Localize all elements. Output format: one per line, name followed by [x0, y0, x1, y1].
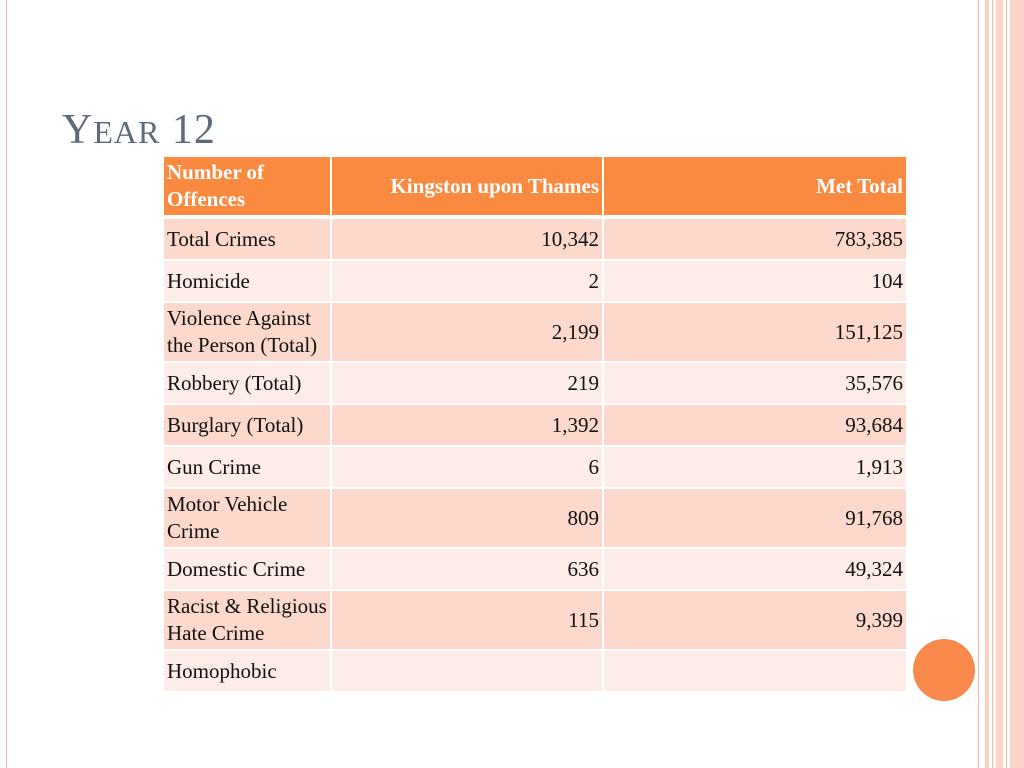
row-kingston-value: 2,199	[331, 302, 603, 362]
row-met-value: 1,913	[603, 446, 907, 488]
row-met-value: 151,125	[603, 302, 907, 362]
row-label: Racist & Religious Hate Crime	[164, 590, 331, 650]
table-row	[164, 260, 907, 302]
frame-stripe	[985, 0, 989, 768]
row-label: Motor Vehicle Crime	[164, 488, 331, 548]
row-met-value	[603, 650, 907, 692]
frame-stripe	[996, 0, 1003, 768]
frame-stripe	[1010, 0, 1024, 768]
table-row	[164, 362, 907, 404]
row-met-value: 35,576	[603, 362, 907, 404]
header-number-of-offences: Number of Offences	[164, 157, 331, 217]
row-met-value: 783,385	[603, 217, 907, 260]
row-kingston-value: 219	[331, 362, 603, 404]
table-row	[164, 217, 907, 260]
table-row	[164, 302, 907, 362]
row-met-value: 9,399	[603, 590, 907, 650]
frame-stripe	[992, 0, 993, 768]
table-header-row	[164, 157, 907, 217]
header-met-total: Met Total	[603, 157, 907, 217]
row-label: Robbery (Total)	[164, 362, 331, 404]
row-kingston-value	[331, 650, 603, 692]
row-kingston-value: 809	[331, 488, 603, 548]
offences-table	[164, 157, 908, 693]
row-label: Domestic Crime	[164, 548, 331, 590]
slide-title-number: 12	[171, 107, 216, 153]
accent-circle	[913, 639, 975, 701]
row-label: Homicide	[164, 260, 331, 302]
row-kingston-value: 10,342	[331, 217, 603, 260]
row-label: Homophobic	[164, 650, 331, 692]
row-met-value: 93,684	[603, 404, 907, 446]
slide-title-rest: EAR	[93, 114, 161, 150]
row-kingston-value: 636	[331, 548, 603, 590]
table-row	[164, 590, 907, 650]
table-row	[164, 488, 907, 548]
table-row	[164, 548, 907, 590]
row-met-value: 104	[603, 260, 907, 302]
row-label: Gun Crime	[164, 446, 331, 488]
frame-stripe	[1006, 0, 1007, 768]
row-label: Violence Against the Person (Total)	[164, 302, 331, 362]
row-kingston-value: 2	[331, 260, 603, 302]
row-kingston-value: 1,392	[331, 404, 603, 446]
frame-stripe	[978, 0, 979, 768]
table-row	[164, 404, 907, 446]
frame-line-left	[6, 0, 7, 768]
row-kingston-value: 6	[331, 446, 603, 488]
row-label: Burglary (Total)	[164, 404, 331, 446]
slide-title	[62, 106, 216, 154]
row-met-value: 49,324	[603, 548, 907, 590]
slide-title-initial: Y	[62, 107, 94, 153]
row-met-value: 91,768	[603, 488, 907, 548]
row-label: Total Crimes	[164, 217, 331, 260]
table-row	[164, 650, 907, 692]
table-row	[164, 446, 907, 488]
row-kingston-value: 115	[331, 590, 603, 650]
header-kingston: Kingston upon Thames	[331, 157, 603, 217]
frame-stripes-right	[978, 0, 1024, 768]
